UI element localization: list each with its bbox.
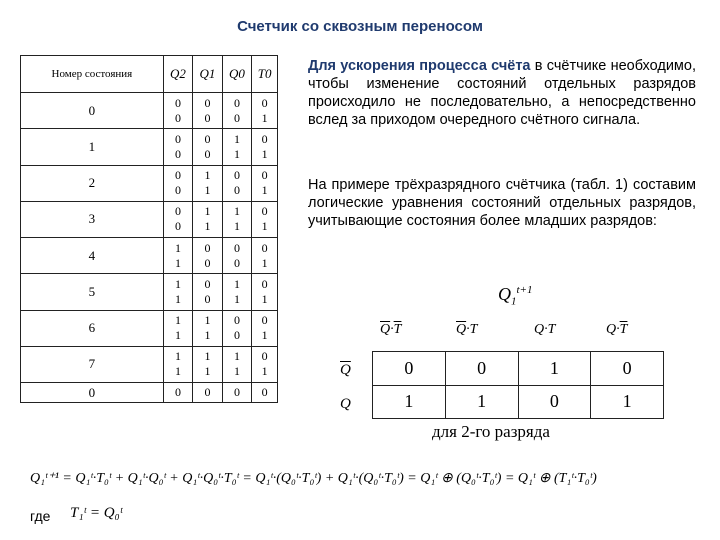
state-bit: 1 <box>204 168 211 183</box>
page-title: Счетчик со сквозным переносом <box>237 18 483 35</box>
state-row <box>21 93 278 129</box>
state-bit: 1 <box>174 255 181 270</box>
state-bit: 1 <box>174 291 181 306</box>
state-cell-t0 <box>252 165 278 201</box>
state-bit: 1 <box>261 328 268 343</box>
state-number: 5 <box>21 274 164 310</box>
header-q1: Q1 <box>193 56 223 93</box>
kmap-title <box>498 284 532 308</box>
state-cell-q0 <box>222 165 252 201</box>
state-cell-q0 <box>222 129 252 165</box>
state-row <box>21 310 278 346</box>
state-bit: 1 <box>204 183 211 198</box>
kmap-row <box>373 385 664 419</box>
state-bit: 0 <box>204 95 211 110</box>
paragraph-lead: Для ускорения процесса счёта <box>308 58 531 74</box>
state-bit: 1 <box>204 219 211 234</box>
where-equation: T₁ᵗ = Q₀ᵗ <box>70 505 123 521</box>
state-bit: 0 <box>174 168 181 183</box>
state-bit: 0 <box>174 110 181 125</box>
state-bit: 1 <box>204 204 211 219</box>
kmap-col-head: Q·T <box>534 322 556 337</box>
state-bit: 0 <box>233 110 240 125</box>
state-bit: 0 <box>233 183 240 198</box>
paragraph-rest: в счётчике необходимо, чтобы изменение состояний отдельных разрядов происходило не последовательно, а непосредственно вслед за приходом очередного счётного сигнала. <box>308 58 696 128</box>
kmap-caption: для 2-го разряда <box>432 422 550 441</box>
state-table <box>20 55 278 403</box>
kmap-row-label: $\overline{Q}$ <box>340 362 351 378</box>
state-bit: 0 <box>261 349 268 364</box>
state-cell-q2 <box>163 310 193 346</box>
state-bit: 1 <box>233 364 240 379</box>
state-number: 3 <box>21 201 164 237</box>
state-cell-q2 <box>163 201 193 237</box>
state-bit: 0 <box>233 313 240 328</box>
state-bit: 1 <box>204 313 211 328</box>
state-bit: 1 <box>261 219 268 234</box>
state-row <box>21 346 278 382</box>
state-cell-q0 <box>222 238 252 274</box>
state-bit: 1 <box>174 349 181 364</box>
state-bit: 1 <box>204 364 211 379</box>
state-bit: 1 <box>233 204 240 219</box>
state-cell-q2 <box>163 383 193 403</box>
kmap-title-sup: t+1 <box>516 284 533 296</box>
state-number: 1 <box>21 129 164 165</box>
state-bit: 1 <box>233 219 240 234</box>
state-bit: 0 <box>204 276 211 291</box>
state-bit: 0 <box>204 240 211 255</box>
paragraph-acceleration <box>308 57 696 129</box>
state-cell-q0 <box>222 346 252 382</box>
state-table-header <box>21 56 278 93</box>
state-bit: 0 <box>261 385 268 399</box>
state-cell-q1 <box>193 383 223 403</box>
state-cell-q0 <box>222 383 252 403</box>
state-cell-q2 <box>163 238 193 274</box>
state-bit: 1 <box>261 183 268 198</box>
state-cell-t0 <box>252 129 278 165</box>
state-cell-q1 <box>193 129 223 165</box>
state-row <box>21 165 278 201</box>
header-q0: Q0 <box>222 56 252 93</box>
state-bit: 1 <box>204 328 211 343</box>
kmap-cell: 1 <box>518 352 591 386</box>
formula: Q₁ᵗ⁺¹ = Q₁ᵗ·T₀ᵗ + Q₁ᵗ·Q₀ᵗ + Q₁ᵗ·Q₀ᵗ·T₀ᵗ = Q₁ᵗ·(Q₀ᵗ·T₀ᵗ) + Q₁ᵗ·(Q₀ᵗ·T₀ᵗ) = Q₁ᵗ ⊕ (Q₀ᵗ·T₀ᵗ) = Q₁ᵗ ⊕ (T₁ᵗ·T₀ᵗ) <box>30 471 597 486</box>
state-cell-q0 <box>222 310 252 346</box>
state-row <box>21 201 278 237</box>
state-bit: 1 <box>233 291 240 306</box>
state-bit: 1 <box>174 328 181 343</box>
kmap-table <box>372 351 664 419</box>
kmap-row <box>373 352 664 386</box>
state-row <box>21 129 278 165</box>
state-bit: 1 <box>233 276 240 291</box>
state-number: 6 <box>21 310 164 346</box>
state-bit: 0 <box>233 240 240 255</box>
state-bit: 0 <box>204 385 211 399</box>
kmap-title-var: Q <box>498 284 511 304</box>
kmap-cell: 1 <box>373 385 446 419</box>
kmap-body <box>373 352 664 419</box>
kmap-title-sub: 1 <box>511 295 517 308</box>
state-cell-q1 <box>193 274 223 310</box>
state-bit: 1 <box>233 349 240 364</box>
state-bit: 0 <box>261 276 268 291</box>
state-cell-q0 <box>222 274 252 310</box>
state-cell-q1 <box>193 165 223 201</box>
state-number: 0 <box>21 93 164 129</box>
state-row <box>21 274 278 310</box>
state-bit: 0 <box>261 204 268 219</box>
state-cell-t0 <box>252 93 278 129</box>
state-bit: 0 <box>233 328 240 343</box>
state-cell-q1 <box>193 93 223 129</box>
state-bit: 0 <box>174 146 181 161</box>
kmap-col-head: $\overline{Q}\cdot T$ <box>456 322 478 337</box>
state-cell-t0 <box>252 346 278 382</box>
state-number: 7 <box>21 346 164 382</box>
state-bit: 0 <box>174 219 181 234</box>
state-bit: 0 <box>261 240 268 255</box>
state-bit: 1 <box>261 291 268 306</box>
kmap-col-head: $\overline{Q}\cdot\overline{T}$ <box>380 322 402 337</box>
state-bit: 0 <box>233 95 240 110</box>
state-bit: 1 <box>204 349 211 364</box>
state-row <box>21 238 278 274</box>
state-cell-t0 <box>252 201 278 237</box>
state-cell-q1 <box>193 310 223 346</box>
state-bit: 1 <box>261 364 268 379</box>
state-bit: 0 <box>261 131 268 146</box>
state-bit: 0 <box>204 131 211 146</box>
state-bit: 0 <box>233 385 240 399</box>
state-bit: 1 <box>233 131 240 146</box>
state-bit: 1 <box>261 110 268 125</box>
kmap-col-head: $Q\cdot\overline{T}$ <box>606 322 628 337</box>
header-state-number: Номер состояния <box>21 56 164 93</box>
state-cell-q2 <box>163 129 193 165</box>
state-bit: 0 <box>204 146 211 161</box>
state-bit: 1 <box>174 364 181 379</box>
state-bit: 0 <box>233 168 240 183</box>
kmap-cell: 0 <box>373 352 446 386</box>
state-cell-q0 <box>222 93 252 129</box>
state-bit: 0 <box>174 95 181 110</box>
header-q2: Q2 <box>163 56 193 93</box>
state-bit: 0 <box>261 168 268 183</box>
kmap-cell: 0 <box>445 352 518 386</box>
state-cell-q2 <box>163 165 193 201</box>
kmap-cell: 0 <box>518 385 591 419</box>
state-bit: 0 <box>261 95 268 110</box>
state-bit: 0 <box>204 255 211 270</box>
state-cell-t0 <box>252 310 278 346</box>
state-bit: 0 <box>174 204 181 219</box>
state-cell-q2 <box>163 274 193 310</box>
kmap-cell: 0 <box>591 352 664 386</box>
state-bit: 0 <box>204 291 211 306</box>
state-bit: 0 <box>174 385 181 399</box>
state-number: 2 <box>21 165 164 201</box>
paragraph-example: На примере трёхразрядного счётчика (табл. 1) составим логические уравнения состояний отдельных разрядов, учитывающие состояния более младших разрядов: <box>308 177 696 229</box>
state-bit: 0 <box>233 255 240 270</box>
state-cell-q2 <box>163 346 193 382</box>
state-bit: 1 <box>174 276 181 291</box>
state-bit: 1 <box>261 255 268 270</box>
state-bit: 0 <box>261 313 268 328</box>
state-cell-t0 <box>252 274 278 310</box>
state-bit: 0 <box>174 131 181 146</box>
state-bit: 0 <box>204 110 211 125</box>
kmap-row-label: Q <box>340 396 351 412</box>
kmap-cell: 1 <box>445 385 518 419</box>
state-bit: 1 <box>261 146 268 161</box>
kmap-cell: 1 <box>591 385 664 419</box>
state-bit: 1 <box>174 313 181 328</box>
state-number: 4 <box>21 238 164 274</box>
state-row <box>21 383 278 403</box>
where-label: где <box>30 508 51 524</box>
state-bit: 1 <box>233 146 240 161</box>
state-cell-q2 <box>163 93 193 129</box>
state-bit: 0 <box>174 183 181 198</box>
state-cell-q1 <box>193 346 223 382</box>
state-cell-q1 <box>193 238 223 274</box>
state-cell-q0 <box>222 201 252 237</box>
header-t0: T0 <box>252 56 278 93</box>
state-number: 0 <box>21 383 164 403</box>
state-bit: 1 <box>174 240 181 255</box>
state-table-body <box>21 93 278 403</box>
state-cell-t0 <box>252 383 278 403</box>
state-cell-t0 <box>252 238 278 274</box>
state-cell-q1 <box>193 201 223 237</box>
